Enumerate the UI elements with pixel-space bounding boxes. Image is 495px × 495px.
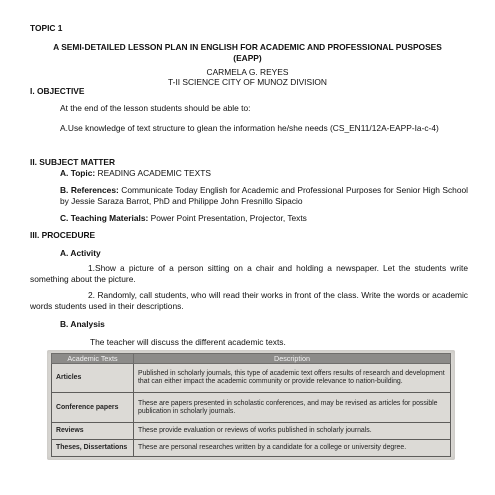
author-position: T-II SCIENCE CITY OF MUNOZ DIVISION [168,77,327,87]
author-name: CARMELA G. REYES [206,67,289,77]
table-cell-description: These provide evaluation or reviews of works published in scholarly journals. [134,422,451,439]
document-title: A SEMI-DETAILED LESSON PLAN IN ENGLISH FOR ACADEMIC AND PROFESSIONAL PUSPOSES [53,42,442,52]
table-header-description: Description [134,354,451,364]
table-cell-term: Reviews [52,422,134,439]
table-row [52,393,451,422]
table-cell-term: Theses, Dissertations [52,439,134,456]
materials-value: Power Point Presentation, Projector, Texts [150,213,307,223]
objective-intro: At the end of the lesson students should be able to: [60,103,251,113]
table-row [52,364,451,393]
analysis-heading: B. Analysis [60,319,105,329]
table-header-row [52,354,451,364]
procedure-heading: III. PROCEDURE [30,230,96,240]
table-cell-description: These are personal researches written by a candidate for a college or university degree. [134,439,451,456]
table-cell-term: Articles [52,364,134,393]
table-cell-term: Conference papers [52,393,134,422]
subject-matter-heading: II. SUBJECT MATTER [30,157,115,167]
academic-texts-table [51,353,451,457]
materials-label: C. Teaching Materials: [60,213,149,223]
topic-item-value: READING ACADEMIC TEXTS [97,168,211,178]
references-paragraph [60,185,468,207]
topic-item-label: A. Topic: [60,168,96,178]
activity-step-2: 2. Randomly, call students, who will read their works in front of the class. Write the words or academic words students used in their descriptions. [30,290,468,311]
materials-line [60,213,307,223]
table-cell-description: Published in scholarly journals, this type of academic text offers results of research and development that can either impact the academic community or provide relevance to nation-building. [134,364,451,393]
references-label: B. References: [60,185,119,195]
document-title-abbrev: (EAPP) [233,53,262,63]
activity-step-1: 1.Show a picture of a person sitting on a chair and holding a newspaper. Let the students write something about the picture. [30,263,468,284]
activity-heading: A. Activity [60,248,101,258]
objective-item: A.Use knowledge of text structure to glean the information he/she needs (CS_EN11/12A-EAPP-Ia-c-4) [60,123,439,133]
table-header-academic-texts: Academic Texts [52,354,134,364]
table-row [52,422,451,439]
analysis-text: The teacher will discuss the different academic texts. [90,337,286,347]
topic-label: TOPIC 1 [30,23,63,33]
topic-line [60,168,211,178]
academic-texts-table-photo [47,350,455,460]
references-value: Communicate Today English for Academic and Professional Purposes for Senior High School by Jessie Saraza Barrot, PhD and Philippe John Fresnillo Sipacio [60,185,469,206]
table-row [52,439,451,456]
objective-heading: I. OBJECTIVE [30,86,85,96]
table-cell-description: These are papers presented in scholastic conferences, and may be revised as articles for possible publication in scholarly journals. [134,393,451,422]
